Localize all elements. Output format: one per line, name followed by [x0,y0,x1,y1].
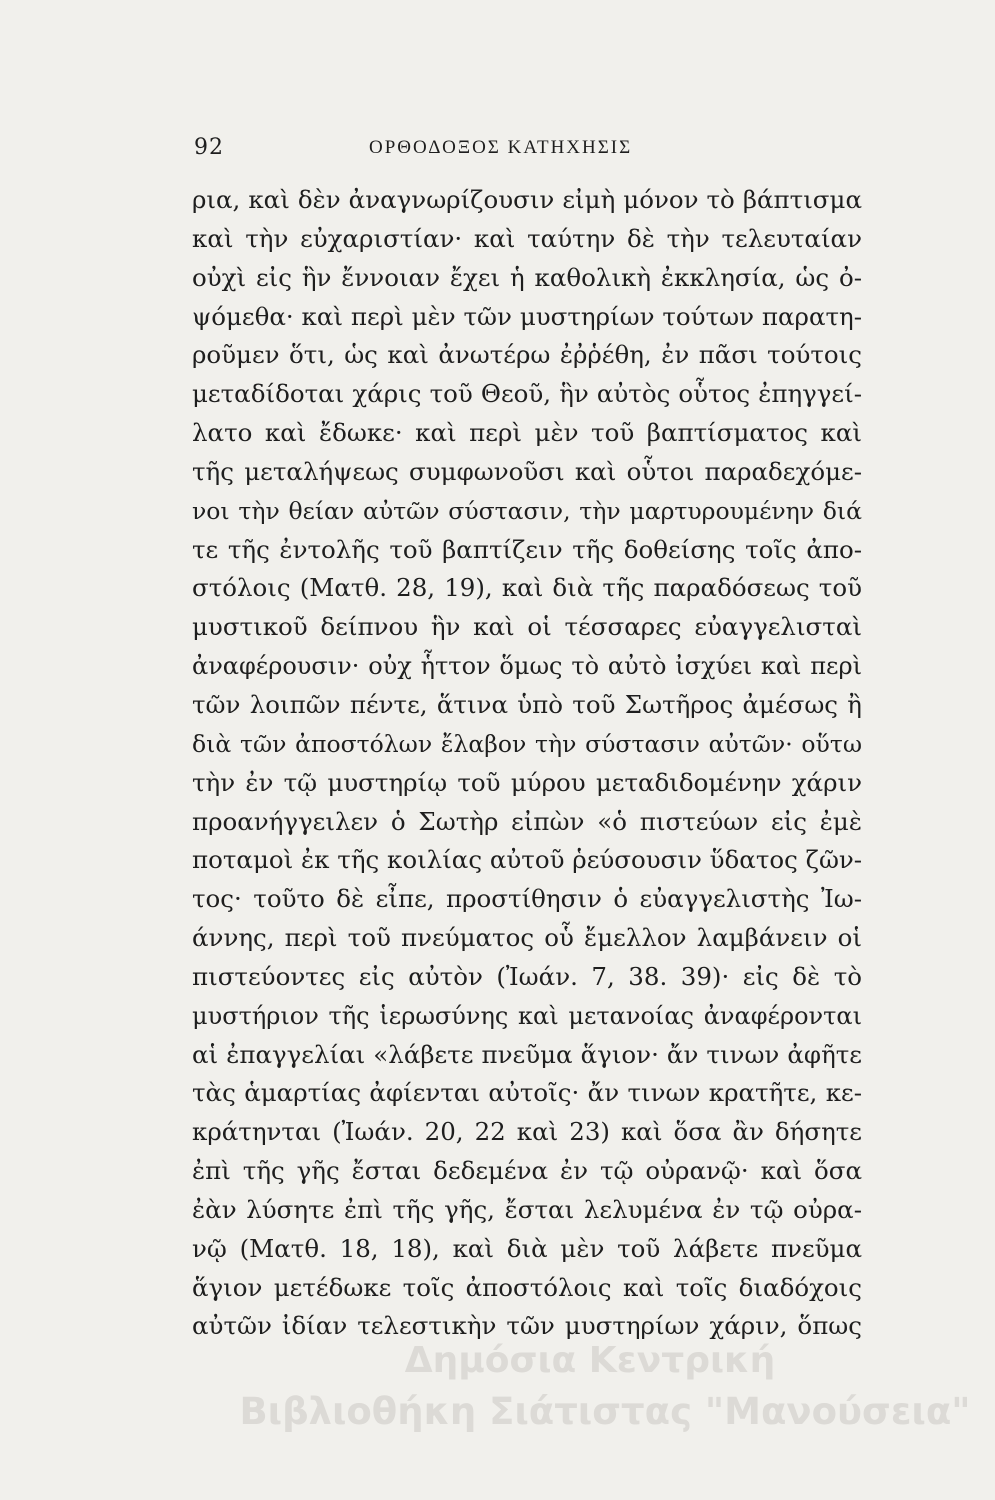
text-line: ἐὰν λύσητε ἐπὶ τῆς γῆς, ἔσται λελυμένα ἐν τῷ οὐρα- [192,1194,862,1224]
text-line: λατο καὶ ἔδωκε· καὶ περὶ μὲν τοῦ βαπτίσματος καὶ [192,418,862,448]
text-line: καὶ τὴν εὐχαριστίαν· καὶ ταύτην δὲ τὴν τελευταίαν [192,223,862,253]
text-line: ρια, καὶ δὲν ἀναγνωρίζουσιν εἰμὴ μόνον τὸ βάπτισμα [192,185,862,214]
body-text [192,181,862,1346]
text-line: ποταμοὶ ἐκ τῆς κοιλίας αὐτοῦ ῥεύσουσιν ὕδατος ζῶν- [192,845,862,875]
page-header [194,135,859,165]
text-line: ροῦμεν ὅτι, ὡς καὶ ἀνωτέρω ἐῤῥέθη, ἐν πᾶσι τούτοις [192,340,862,370]
text-line: πιστεύοντες εἰς αὐτὸν (Ἰωάν. 7, 38. 39)· εἰς δὲ τὸ [192,961,862,991]
text-line: στόλοις (Ματθ. 28, 19), καὶ διὰ τῆς παραδόσεως τοῦ [192,573,862,603]
text-line: μυστήριον τῆς ἱερωσύνης καὶ μετανοίας ἀναφέρονται [192,1001,862,1030]
text-line: μυστικοῦ δείπνου ἣν καὶ οἱ τέσσαρες εὐαγγελισταὶ [192,612,862,642]
running-title: ΟΡΘΟΔΟΞΟΣ ΚΑΤΗΧΗΣΙΣ [369,137,633,158]
text-line: τε τῆς ἐντολῆς τοῦ βαπτίζειν τῆς δοθείσης τοῖς ἀπο- [192,534,862,564]
text-line: τῶν λοιπῶν πέντε, ἅτινα ὑπὸ τοῦ Σωτῆρος ἀμέσως ἢ [192,689,862,719]
text-line: ψόμεθα· καὶ περὶ μὲν τῶν μυστηρίων τούτων παρατη- [192,301,862,331]
text-line: αἱ ἐπαγγελίαι «λάβετε πνεῦμα ἅγιον· ἄν τινων ἀφῆτε [192,1039,862,1069]
text-line: διὰ τῶν ἀποστόλων ἔλαβον τὴν σύστασιν αὐτῶν· οὕτω [192,729,862,758]
text-line: άννης, περὶ τοῦ πνεύματος οὗ ἔμελλον λαμβάνειν οἱ [192,923,862,953]
text-line: κράτηνται (Ἰωάν. 20, 22 καὶ 23) καὶ ὅσα ἂν δήσητε [192,1117,862,1147]
text-line: τῆς μεταλήψεως συμφωνοῦσι καὶ οὗτοι παραδεχόμε- [192,456,862,486]
text-line: νῷ (Ματθ. 18, 18), καὶ διὰ μὲν τοῦ λάβετε πνεῦμα [192,1233,862,1263]
text-line: τὴν ἐν τῷ μυστηρίῳ τοῦ μύρου μεταδιδομένην χάριν [192,767,862,797]
library-watermark-line1: Δημόσια Κεντρική [404,1340,776,1381]
text-line: τος· τοῦτο δὲ εἶπε, προστίθησιν ὁ εὐαγγελιστὴς Ἰω- [192,884,862,914]
text-line: νοι τὴν θείαν αὐτῶν σύστασιν, τὴν μαρτυρουμένην διά [192,496,862,525]
text-line: μεταδίδοται χάρις τοῦ Θεοῦ, ἣν αὐτὸς οὗτος ἐπηγγεί- [192,379,862,409]
text-line: αὐτῶν ἰδίαν τελεστικὴν τῶν μυστηρίων χάριν, ὅπως [192,1311,862,1341]
text-line: προανήγγειλεν ὁ Σωτὴρ εἰπὼν «ὁ πιστεύων εἰς ἐμὲ [192,806,862,836]
text-line: ἀναφέρουσιν· οὐχ ἧττον ὅμως τὸ αὐτὸ ἰσχύει καὶ περὶ [192,652,862,681]
text-line: τὰς ἁμαρτίας ἀφίενται αὐτοῖς· ἄν τινων κρατῆτε, κε- [192,1078,862,1108]
text-line: ἐπὶ τῆς γῆς ἔσται δεδεμένα ἐν τῷ οὐρανῷ· καὶ ὅσα [192,1156,862,1186]
text-line: οὐχὶ εἰς ἣν ἔννοιαν ἔχει ἡ καθολικὴ ἐκκλησία, ὡς ὀ- [192,262,862,292]
page-number: 92 [194,135,224,160]
library-watermark-line2: Βιβλιοθήκη Σιάτιστας "Μανούσεια" [239,1390,971,1433]
text-line: ἅγιον μετέδωκε τοῖς ἀποστόλοις καὶ τοῖς διαδόχοις [192,1272,862,1302]
